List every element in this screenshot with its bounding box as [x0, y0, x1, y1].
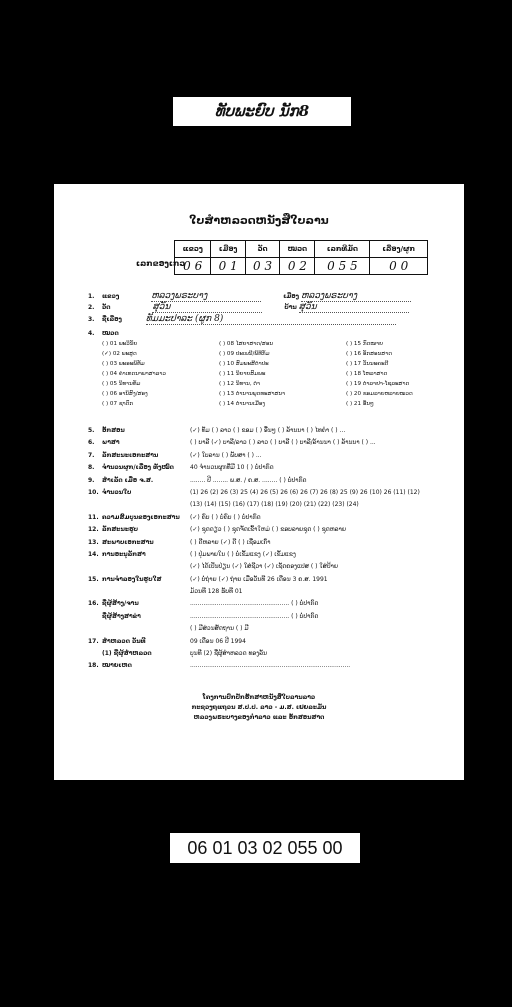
district-value: ຫລວງພຣະບາງ — [301, 291, 411, 302]
row-label: ສະພາບເອກະສານ — [102, 538, 154, 546]
form-row — [88, 477, 458, 489]
form-row — [88, 576, 458, 588]
footer-line: ໂຄງການປົກປັກຮັກສາຫນັງສືໃບລານລາວ — [202, 694, 316, 701]
row-value: (1) 26 (2) 26 (3) 25 (4) 26 (5) 26 (6) 26 (7) 26 (8) 25 (9) 26 (10) 26 (11) (12) — [190, 488, 420, 496]
form-row — [88, 588, 458, 600]
code-value-cell: 0 2 — [280, 258, 315, 275]
row-label: ລັກສະນະເອກະສານ — [102, 451, 159, 459]
row-value: ( ) ມີສ່ວນສັດຖານ ( ) ມີ — [190, 625, 249, 633]
category-column-1 — [102, 341, 166, 411]
footer-line: ຫລວງພຣະບາງຂອງກໍາລາວ ແລະ ອັກສອນສາດ — [193, 714, 325, 721]
row-label: ໝາຍເຫດ — [102, 662, 132, 670]
document-id-label: 06 01 03 02 055 00 — [170, 833, 360, 863]
code-header-cell: ແຂວງ — [175, 241, 211, 258]
row-value: .................................................... ( ) ບໍ່ປາກົດ — [190, 600, 319, 608]
category-option[interactable]: ( ) 09 ປະເພນີ/ພິທີກັມ — [219, 351, 270, 357]
form-row — [88, 638, 458, 650]
form-row — [88, 600, 458, 612]
footer-line: ກະຊວງຖແຖວນ ສ.ປ.ປ. ລາວ - ມ.ສ. ເຢຍລະມັນ — [191, 704, 327, 711]
row-label: ລັກສະນະຮູບ — [102, 526, 139, 534]
survey-form — [54, 184, 464, 780]
row-number: 11. — [88, 513, 99, 521]
form-title: ໃບສຳຫລວດຫນັງສືໃບລານ — [189, 214, 329, 227]
category-option[interactable]: ( ) 06 ອານິສົງ/ສອງ — [102, 391, 148, 397]
row-value: ( ) ດີຫລາຍ (✓) ດີ ( ) ເຊື່ອມເກົ່າ — [190, 538, 271, 546]
form-row — [88, 464, 458, 476]
row-label: ສຳຫລວດ ວັນທີ — [102, 637, 146, 645]
row-value: (✓) ບໍ່ຖ່າຍ (✓) ຖ່າຍ ເມື່ອວັນທີ 26 ເດືອນ 3 ຄ.ສ. 1991 — [190, 575, 328, 583]
category-option[interactable]: ( ) 15 ກົດໝາຍ — [346, 341, 383, 347]
row-number: 9. — [88, 476, 95, 484]
row-label: ຊື່ຜູ້ສ້າງ/ຈານ — [102, 600, 139, 608]
row-value: .................................................................................... — [190, 662, 351, 670]
category-column-2 — [219, 341, 285, 411]
form-row — [88, 526, 458, 538]
category-option[interactable]: ( ) 05 ນິທານທັມ — [102, 381, 141, 387]
row-value: (✓) ໃບລານ ( ) ພັບສາ ( ) ... — [190, 451, 262, 459]
code-value-cell: 0 5 5 — [315, 258, 370, 275]
form-row — [88, 452, 458, 464]
row-label: ຈຳນວນຜູກ/ເລື່ອງ ທັງໝົດ — [102, 464, 174, 472]
code-value-cell: 0 0 — [370, 258, 428, 275]
form-row — [88, 539, 458, 551]
temple-value: ສຸວັນ — [152, 302, 262, 313]
category-column-3 — [346, 341, 413, 411]
row-number: 18. — [88, 662, 99, 670]
form-row — [88, 650, 458, 662]
category-option[interactable]: (✓) 02 ພະສູດ — [102, 351, 137, 357]
code-value-cell: 0 6 — [175, 258, 211, 275]
category-option[interactable]: ( ) 12 ນິທານ, ຕຳ — [219, 381, 261, 387]
row-label: ອັກສອນ — [102, 427, 125, 434]
province-value: ຫລວງພຣະບາງ — [151, 291, 261, 302]
row-value: .................................................... ( ) ບໍ່ປາກົດ — [190, 612, 319, 620]
row-value: ........ ປີ ........ ພ.ສ. / ຄ.ສ. ........ ( ) ບໍ່ປາກົດ — [190, 476, 307, 484]
row-label: ພາສາ — [102, 439, 120, 447]
category-option[interactable]: ( ) 01 ພະວິນັຍ — [102, 341, 138, 347]
category-option[interactable]: ( ) 07 ຊາດົກ — [102, 401, 134, 407]
form-row — [88, 613, 458, 625]
category-option[interactable]: ( ) 13 ຕຳນານພຸດທະສາສນາ — [219, 391, 286, 397]
code-table — [174, 240, 428, 275]
form-footer — [54, 694, 464, 724]
row-label: ຈຳນວນໃບ — [102, 488, 132, 496]
code-value-cell: 0 1 — [211, 258, 245, 275]
row-label: ຄວາມສົມບູນຂອງເອກະສານ — [102, 513, 180, 521]
category-label-row: 4. ໝວດ — [88, 330, 119, 337]
row-number: 16. — [88, 600, 99, 608]
category-option[interactable]: ( ) 14 ຕຳນານເມືອງ — [219, 401, 266, 407]
form-row — [88, 501, 458, 513]
form-row — [88, 563, 458, 575]
temple-row: 2. ວັດ ສຸວັນ ບ້ານ ສຸວັນ — [88, 302, 409, 313]
row-label: ການອະນຸລັກສາ — [102, 550, 146, 558]
row-value: (✓) ທັມ ( ) ລາວ ( ) ຂອມ ( ) ອື່ນໆ ( ) ລ້ານນາ ( ) ໄທຄຳ ( ) ... — [190, 427, 346, 434]
form-row — [88, 489, 458, 501]
code-header-cell: ເລື່ອງ/ຜູກ — [370, 241, 428, 258]
row-label: ຊື່ຜູ້ສ້າງສາຂ່າ — [102, 612, 141, 620]
form-row — [88, 662, 458, 674]
code-header-cell: ເລກທີມັດ — [315, 241, 370, 258]
code-header-cell: ເມືອງ — [211, 241, 245, 258]
row-value: ( ) ປຸ່ມພາຍໃນ ( ) ບໍ່ເຂັ້ມແຂງ (✓) ເຂັ້ມແຂງ — [190, 550, 296, 558]
row-value: (13) (14) (15) (16) (17) (18) (19) (20) (21) (22) (23) (24) — [190, 501, 359, 509]
form-row — [88, 625, 458, 637]
row-label: ສຳເລັດ ເມື່ອ ຈ.ສ. — [102, 476, 154, 484]
village-value: ສຸວັນ — [299, 302, 409, 313]
category-option[interactable]: ( ) 18 ໂຫລາສາດ — [346, 371, 388, 377]
code-label: ເລກຂອງເກວ — [136, 259, 186, 268]
row-number: 5. — [88, 427, 95, 434]
row-number: 17. — [88, 637, 99, 645]
category-option[interactable]: ( ) 03 ພະອະພິທັມ — [102, 361, 145, 367]
row-number: 10. — [88, 488, 99, 496]
header-title: ທັບພະຍົບ ນັກ8 — [173, 97, 351, 126]
row-number: 14. — [88, 550, 99, 558]
category-option[interactable]: ( ) 08 ໄສຍາສາດ/ສອນ — [219, 341, 274, 347]
form-row — [88, 439, 458, 451]
category-option[interactable]: ( ) 21 ອື່ນໆ — [346, 401, 374, 407]
category-option[interactable]: ( ) 10 ສົມພະສີຕຳປະ — [219, 361, 269, 367]
row-value: ບຸນທີ (2) ຊື່ຜູ້ສຳຫລວດ ທອງລັນ — [190, 650, 267, 658]
row-value: (✓) ຊຸດດຽວ ( ) ຊຸດຈັດເຂົ້າໃຫມ່ ( ) ຂອບລາຍຊຸດ ( ) ຊຸດຫລາຍ — [190, 526, 346, 534]
row-number: 13. — [88, 538, 99, 546]
row-number: 6. — [88, 439, 95, 447]
row-number: 12. — [88, 526, 99, 534]
row-label: (1) ຊື່ຜູ້ສຳຫລວດ — [102, 650, 152, 658]
row-number: 7. — [88, 451, 95, 459]
category-option[interactable]: ( ) 16 ອັກສອນສາດ — [346, 351, 392, 357]
row-number: 15. — [88, 575, 99, 583]
row-value: ( ) ບາລີ (✓) ບາລີ/ລາວ ( ) ລາວ ( ) ບາລີ ( ) ບາລີ/ລ້ານນາ ( ) ລ້ານນາ ( ) ... — [190, 439, 376, 447]
category-option[interactable]: ( ) 20 ຂອມລາຍຫລາຍໝວດ — [346, 391, 413, 397]
form-row — [88, 551, 458, 563]
story-row: 3. ຊື່ເລື່ອງ ທັມມະປາລະ (ຜູກ 8) — [88, 314, 396, 325]
code-value-cell: 0 3 — [245, 258, 279, 275]
row-value: 40 ຈຳນວນຜູກທີ່ມີ 10 ( ) ບໍ່ປາກົດ — [190, 464, 274, 472]
code-header-cell: ໝວດ — [280, 241, 315, 258]
row-label: ການຈໍາລອງໃນຮູບໃສ — [102, 575, 162, 583]
row-value: ມ້ວນທີ 128 ຮັບທີ 01 — [190, 588, 243, 596]
code-header-cell: ວັດ — [245, 241, 279, 258]
category-option[interactable]: ( ) 19 ຕຳລາຢາ-ໂຊລະສາດ — [346, 381, 410, 387]
row-value: (✓) ໄດ້ເປັນປ່ຽນ (✓) ໃສ່ຊີວາ (✓) ເຊັດຄອງແປສ ( ) ໃສ່ປ້າຍ — [190, 563, 339, 571]
row-value: (✓) ຄົບ ( ) ບໍ່ຄົບ ( ) ບໍ່ປາກົດ — [190, 513, 261, 521]
form-rows — [88, 427, 458, 675]
province-row: 1. ແຂວງ ຫລວງພຣະບາງ ເມືອງ ຫລວງພຣະບາງ — [88, 291, 411, 302]
form-row — [88, 427, 458, 439]
row-value: 09 ເດືອນ 06 ປີ 1994 — [190, 637, 246, 645]
row-number: 8. — [88, 464, 95, 472]
form-row — [88, 514, 458, 526]
category-option[interactable]: ( ) 04 ຄຳເທດນາພາສາລາວ — [102, 371, 166, 377]
category-option[interactable]: ( ) 17 ວັນນະຄະດີ — [346, 361, 389, 367]
category-option[interactable]: ( ) 11 ນິຍາຍສົມພະ — [219, 371, 266, 377]
story-value: ທັມມະປາລະ (ຜູກ 8) — [146, 314, 396, 325]
